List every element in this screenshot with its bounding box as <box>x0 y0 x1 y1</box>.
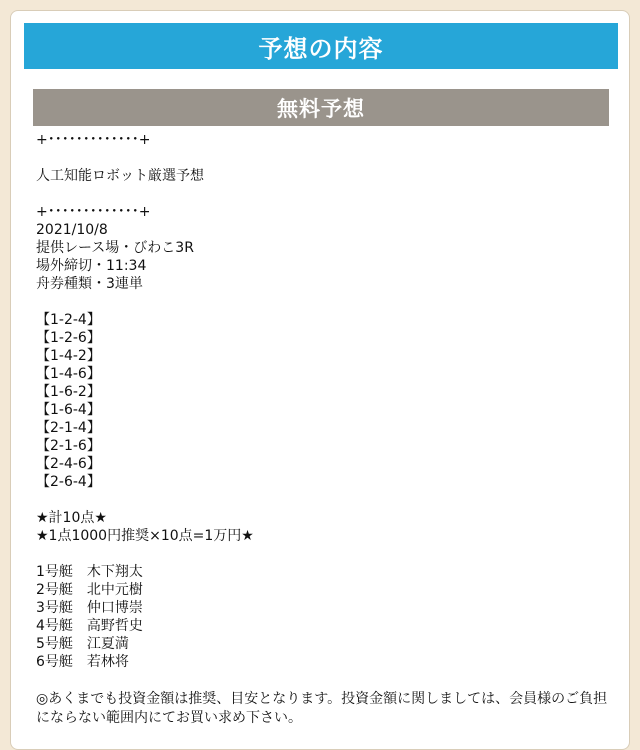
text-line <box>36 671 611 689</box>
racer-entry: 6号艇 若林将 <box>36 654 129 670</box>
text-line <box>36 293 611 311</box>
racer-entry: 4号艇 高野哲史 <box>36 618 143 634</box>
total-points: ★計10点★ <box>36 510 107 526</box>
ticket-type: 舟券種類・3連単 <box>36 276 143 292</box>
free-prediction-title: 無料予想 <box>33 89 609 126</box>
text-line: +･････････････+ <box>36 204 151 220</box>
text-line <box>36 185 611 203</box>
race-date: 2021/10/8 <box>36 222 108 238</box>
combination: 【2-4-6】 <box>36 456 101 472</box>
combination: 【1-2-6】 <box>36 330 101 346</box>
combination: 【2-1-6】 <box>36 438 101 454</box>
text-line <box>36 545 611 563</box>
prediction-text <box>36 131 611 728</box>
combination: 【1-2-4】 <box>36 312 101 328</box>
disclaimer-note: ◎あくまでも投資金額は推奨、目安となります。投資金額に関しましては、会員様のご負担にならない範囲内にてお買い求め下さい。 <box>36 691 608 726</box>
racer-entry: 1号艇 木下翔太 <box>36 564 143 580</box>
text-line: +･････････････+ <box>36 132 151 148</box>
combination: 【2-1-4】 <box>36 420 101 436</box>
race-venue: 提供レース場・びわこ3R <box>36 240 194 256</box>
racer-entry: 3号艇 仲口博崇 <box>36 600 143 616</box>
combination: 【1-6-4】 <box>36 402 101 418</box>
deadline: 場外締切・11:34 <box>36 258 147 274</box>
combination: 【1-4-6】 <box>36 366 101 382</box>
content-panel <box>10 10 630 750</box>
combination: 【2-6-4】 <box>36 474 101 490</box>
racer-entry: 2号艇 北中元樹 <box>36 582 143 598</box>
combination: 【1-4-2】 <box>36 348 101 364</box>
section-title: 予想の内容 <box>24 23 618 69</box>
text-line: 人工知能ロボット厳選予想 <box>36 168 204 184</box>
racer-entry: 5号艇 江夏満 <box>36 636 129 652</box>
combination: 【1-6-2】 <box>36 384 101 400</box>
stake-recommendation: ★1点1000円推奨×10点=1万円★ <box>36 528 254 544</box>
text-line <box>36 491 611 509</box>
text-line <box>36 149 611 167</box>
